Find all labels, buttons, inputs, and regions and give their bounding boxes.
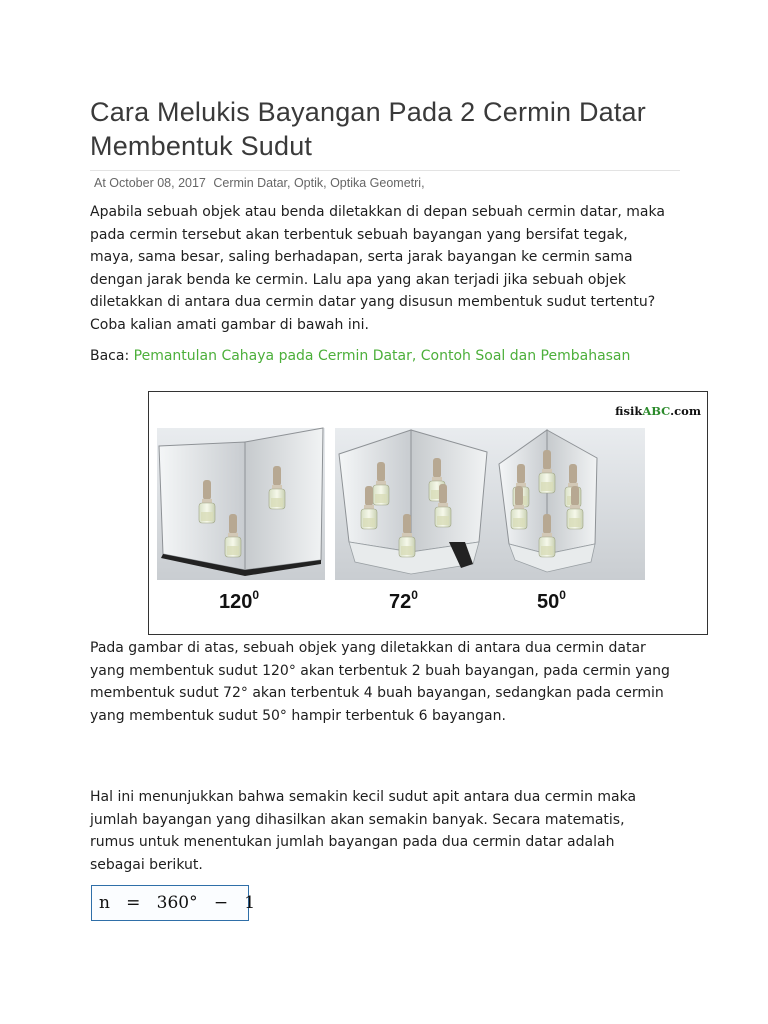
post-categories[interactable]: Cermin Datar, Optik, Optika Geometri, — [213, 176, 425, 190]
formula-minus: − — [213, 893, 229, 913]
watermark-suffix: .com — [670, 404, 701, 418]
formula-equals: = — [126, 893, 141, 913]
figure-explanation-paragraph: Pada gambar di atas, sebuah objek yang diletakkan di antara dua cermin datar yang membentuk sudut 120° akan terbentuk 2 buah bayangan, pada cermin yang membentuk sudut 72° akan terbentuk 4 buah bayangan, sedangkan pada cermin yang membentuk sudut 50° hampir terbentuk 6 bayangan. — [90, 640, 670, 724]
mirror-angle-figure — [148, 391, 708, 635]
angle-label-50 — [537, 588, 566, 613]
figure-watermark — [615, 404, 701, 418]
post-meta — [90, 170, 680, 192]
formula-numerator: 360° — [156, 893, 198, 913]
angle-value: 120 — [219, 591, 253, 613]
degree-sup: 0 — [252, 588, 260, 602]
degree-sup: 0 — [411, 588, 418, 602]
page-title: Cara Melukis Bayangan Pada 2 Cermin Datar Membentuk Sudut — [90, 97, 646, 161]
watermark-prefix: fisik — [615, 404, 643, 418]
related-article-link[interactable]: Pemantulan Cahaya pada Cermin Datar, Contoh Soal dan Pembahasan — [133, 348, 631, 364]
angle-label-72 — [389, 588, 418, 613]
angle-value: 72 — [389, 591, 412, 613]
watermark-brand: ABC — [642, 404, 671, 418]
formula-lhs: n — [99, 893, 110, 913]
image-count-formula — [91, 885, 256, 921]
conclusion-paragraph: Hal ini menunjukkan bahwa semakin kecil sudut apit antara dua cermin maka jumlah bayangan yang dihasilkan akan semakin banyak. Secara matematis, rumus untuk menentukan jumlah bayangan pada dua cermin datar adalah sebagai berikut. — [90, 789, 637, 873]
article — [90, 0, 701, 1024]
angle-value: 50 — [537, 591, 560, 613]
intro-paragraph: Apabila sebuah objek atau benda diletakkan di depan sebuah cermin datar, maka pada cermin tersebut akan terbentuk sebuah bayangan yang bersifat tegak, maya, sama besar, saling berhadapan, serta jarak bayangan ke cermin sama dengan jarak benda ke cermin. Lalu apa yang akan terjadi jika sebuah objek diletakkan di antara dua cermin datar yang disusun membentuk sudut tertentu? Coba kalian amati gambar di bawah ini. — [90, 204, 665, 333]
degree-sup: 0 — [559, 588, 566, 602]
angle-label-120 — [219, 588, 259, 613]
formula-one: 1 — [244, 893, 256, 913]
related-label: Baca: — [90, 348, 130, 364]
related-link-line — [90, 345, 670, 368]
post-date: At October 08, 2017 — [94, 176, 206, 190]
